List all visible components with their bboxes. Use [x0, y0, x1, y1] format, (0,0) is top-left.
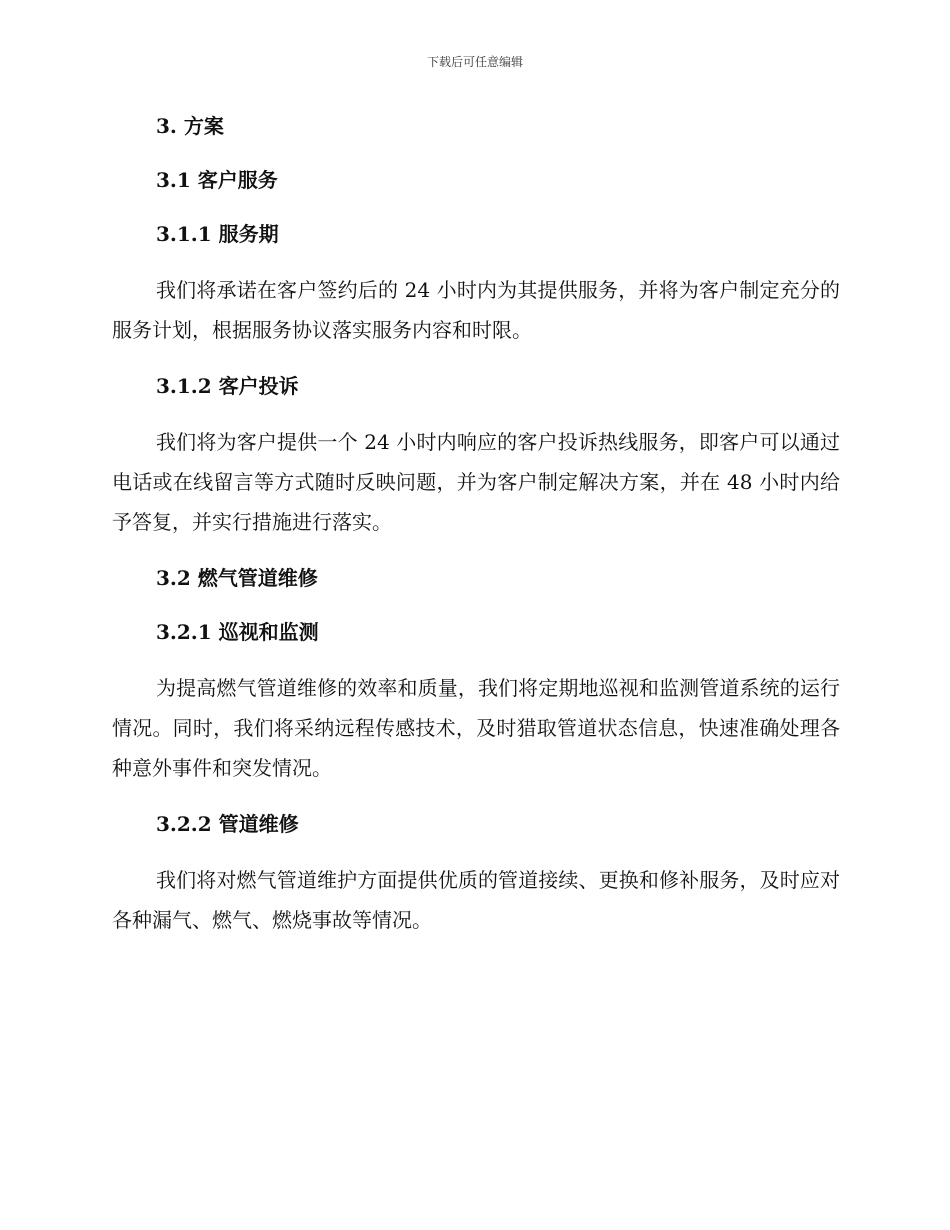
- section-3-2-2-paragraph: 我们将对燃气管道维护方面提供优质的管道接续、更换和修补服务，及时应对各种漏气、燃气、燃烧事故等情况。: [112, 868, 840, 932]
- section-3-1-1-paragraph: 我们将承诺在客户签约后的 24 小时内为其提供服务，并将为客户制定充分的服务计划，根据服务协议落实服务内容和时限。: [112, 278, 840, 342]
- page-header-note: 下载后可任意编辑: [426, 55, 523, 69]
- section-3-2-1-paragraph: 为提高燃气管道维修的效率和质量，我们将定期地巡视和监测管道系统的运行情况。同时，我们将采纳远程传感技术，及时猎取管道状态信息，快速准确处理各种意外事件和突发情况。: [112, 676, 840, 780]
- section-3-heading: 3. 方案: [156, 114, 224, 138]
- section-3-2-1-heading: 3.2.1 巡视和监测: [156, 620, 319, 644]
- section-3-1-2-heading: 3.1.2 客户投诉: [156, 374, 299, 398]
- section-3-1-1-heading: 3.1.1 服务期: [156, 222, 279, 246]
- document-body: [112, 108, 840, 958]
- section-3-1-2-paragraph: 我们将为客户提供一个 24 小时内响应的客户投诉热线服务，即客户可以通过电话或在线留言等方式随时反映问题，并为客户制定解决方案，并在 48 小时内给予答复，并实行措施进行落实。: [112, 430, 840, 534]
- section-3-2-heading: 3.2 燃气管道维修: [156, 566, 318, 590]
- section-3-1-heading: 3.1 客户服务: [156, 168, 278, 192]
- section-3-2-2-heading: 3.2.2 管道维修: [156, 812, 299, 836]
